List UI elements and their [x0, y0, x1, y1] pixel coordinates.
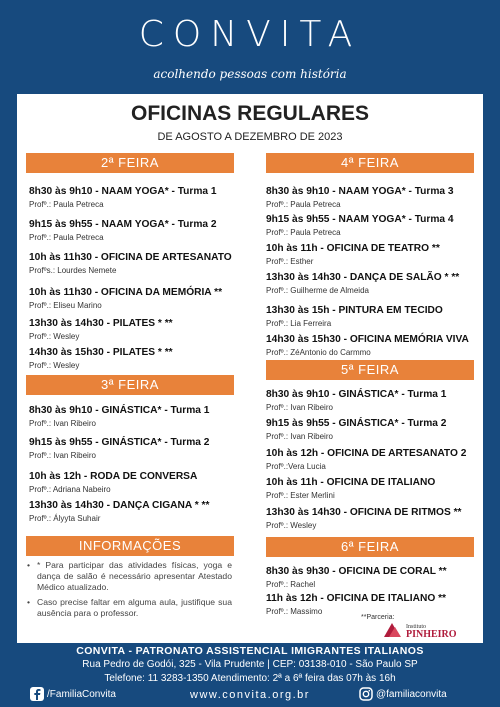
class-teacher: Profºs.: Lourdes Nemete: [29, 266, 117, 275]
class-title: 10h às 12h - RODA DE CONVERSA: [29, 471, 198, 482]
class-teacher: Profº.: Wesley: [29, 361, 80, 370]
instagram-handle: @familiaconvita: [376, 689, 447, 700]
website-link[interactable]: www.convita.org.br: [190, 689, 310, 701]
class-teacher: Profº.: Ivan Ribeiro: [29, 451, 96, 460]
class-title: 11h às 12h - OFICINA DE ITALIANO **: [266, 593, 447, 604]
instituto-pinheiro-logo: [382, 620, 472, 640]
class-teacher: Profº.: Massimo: [266, 607, 323, 616]
class-title: 13h30 às 14h30 - PILATES * **: [29, 318, 173, 329]
class-title: 8h30 às 9h10 - GINÁSTICA* - Turma 1: [29, 405, 210, 416]
class-teacher: Profº.: Paula Petreca: [266, 228, 341, 237]
class-title: 13h30 às 15h - PINTURA EM TECIDO: [266, 305, 443, 316]
class-teacher: Profº.: Ivan Ribeiro: [266, 432, 333, 441]
class-title: 9h15 às 9h55 - NAAM YOGA* - Turma 2: [29, 219, 217, 230]
class-teacher: Profº.: Paula Petreca: [29, 233, 104, 242]
class-title: 10h às 12h - OFICINA DE ARTESANATO 2: [266, 448, 467, 459]
instagram-icon: [359, 687, 373, 701]
class-teacher: Profº.: Ester Merlini: [266, 491, 335, 500]
info-item: • Caso precise faltar em alguma aula, justifique sua ausência para o professor.: [27, 597, 232, 619]
day-header-quinta: 5ª FEIRA: [266, 360, 474, 380]
convita-logo: CONVITA: [138, 14, 362, 55]
svg-text:Instituto: Instituto: [406, 624, 427, 630]
partner-label: **Parceria:: [361, 614, 395, 621]
instagram-link[interactable]: [359, 687, 447, 703]
day-header-segunda: 2ª FEIRA: [26, 153, 234, 173]
svg-text:PINHEIRO: PINHEIRO: [406, 629, 457, 640]
class-teacher: Profº.: ZéAntonio do Carmmo: [266, 348, 371, 357]
day-header-terca: 3ª FEIRA: [26, 375, 234, 395]
class-title: 14h30 às 15h30 - OFICINA MEMÓRIA VIVA: [266, 334, 469, 345]
footer-org: CONVITA - PATRONATO ASSISTENCIAL IMIGRANTES ITALIANOS: [76, 645, 424, 657]
page-title: OFICINAS REGULARES: [130, 102, 369, 125]
footer-phone: Telefone: 11 3283-1350 Atendimento: 2ª a 6ª feira das 07h às 16h: [104, 673, 396, 684]
class-title: 9h15 às 9h55 - NAAM YOGA* - Turma 4: [266, 214, 454, 225]
class-teacher: Profº.:Vera Lucia: [266, 462, 326, 471]
info-header: INFORMAÇÕES: [26, 536, 234, 556]
class-title: 9h15 às 9h55 - GINÁSTICA* - Turma 2: [29, 437, 210, 448]
class-teacher: Profº.: Esther: [266, 257, 314, 266]
class-title: 13h30 às 14h30 - DANÇA CIGANA * **: [29, 500, 210, 511]
class-teacher: Profº.: Guilherme de Almeida: [266, 286, 369, 295]
info-item: • * Para participar das atividades físicas, yoga e dança de salão é necessário apresentar Atestado Médico atualizado.: [27, 560, 232, 593]
class-teacher: Profº.: Ivan Ribeiro: [266, 403, 333, 412]
class-title: 8h30 às 9h10 - NAAM YOGA* - Turma 3: [266, 186, 454, 197]
schedule-card: [17, 94, 483, 643]
class-title: 8h30 às 9h30 - OFICINA DE CORAL **: [266, 566, 447, 577]
class-title: 10h às 11h - OFICINA DE TEATRO **: [266, 243, 440, 254]
facebook-handle: /FamiliaConvita: [47, 689, 116, 700]
class-title: 10h às 11h - OFICINA DE ITALIANO: [266, 477, 436, 488]
class-teacher: Profº.: Lia Ferreira: [266, 319, 332, 328]
tagline: acolhendo pessoas com história: [153, 67, 347, 81]
class-title: 10h às 11h30 - OFICINA DE ARTESANATO: [29, 252, 232, 263]
class-teacher: Profº.: Rachel: [266, 580, 316, 589]
class-title: 8h30 às 9h10 - NAAM YOGA* - Turma 1: [29, 186, 217, 197]
class-title: 8h30 às 9h10 - GINÁSTICA* - Turma 1: [266, 389, 447, 400]
class-teacher: Profº.: Paula Petreca: [29, 200, 104, 209]
class-title: 13h30 às 14h30 - OFICINA DE RITMOS **: [266, 507, 462, 518]
day-header-quarta: 4ª FEIRA: [266, 153, 474, 173]
class-title: 14h30 às 15h30 - PILATES * **: [29, 347, 173, 358]
class-teacher: Profº.: Ivan Ribeiro: [29, 419, 96, 428]
class-teacher: Profº.: Adriana Nabeiro: [29, 485, 111, 494]
class-teacher: Profº.: Wesley: [29, 332, 80, 341]
class-teacher: Profº.: Ályyta Suhair: [29, 514, 101, 523]
class-title: 10h às 11h30 - OFICINA DA MEMÓRIA **: [29, 287, 223, 298]
class-title: 13h30 às 14h30 - DANÇA DE SALÃO * **: [266, 272, 460, 283]
class-teacher: Profº.: Wesley: [266, 521, 317, 530]
day-header-sexta: 6ª FEIRA: [266, 537, 474, 557]
class-teacher: Profº.: Eliseu Marino: [29, 301, 102, 310]
class-teacher: Profº.: Paula Petreca: [266, 200, 341, 209]
class-title: 9h15 às 9h55 - GINÁSTICA* - Turma 2: [266, 418, 447, 429]
info-list: [27, 560, 232, 623]
page-subtitle: DE AGOSTO A DEZEMBRO DE 2023: [157, 131, 343, 143]
footer-address: Rua Pedro de Godói, 325 - Vila Prudente | CEP: 03138-010 - São Paulo SP: [82, 659, 418, 670]
